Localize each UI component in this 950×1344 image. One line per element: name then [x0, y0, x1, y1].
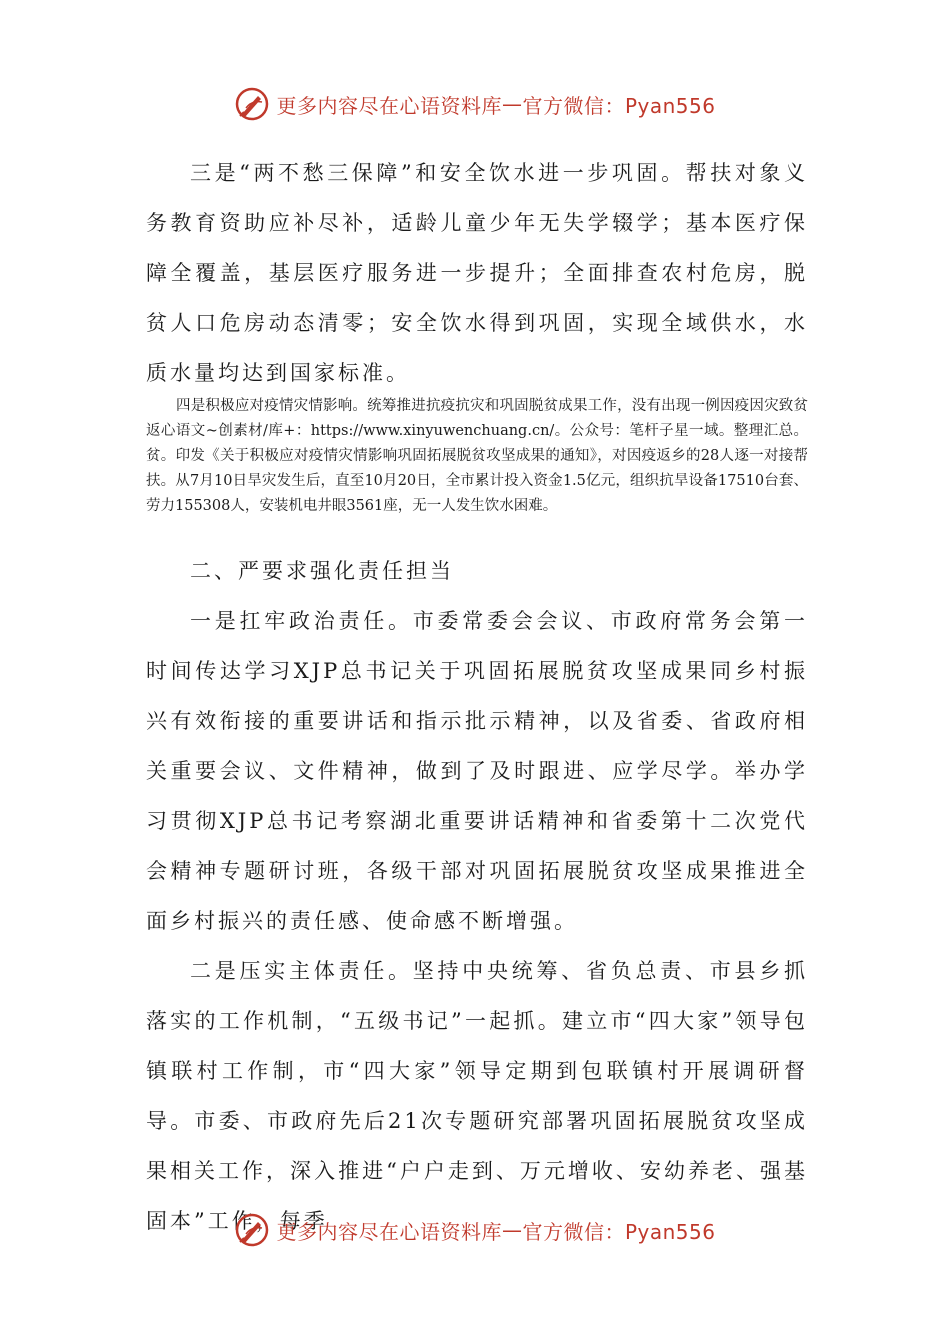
- watermark-separator: —: [501, 92, 523, 116]
- watermark-brand: 更多内容尽在心语资料库: [276, 93, 502, 118]
- pen-circle-icon: [234, 1212, 270, 1248]
- paragraph-three-guarantees: 三是“两不愁三保障”和安全饮水进一步巩固。帮扶对象义务教育资助应补尽补，适龄儿童少年无失学辍学；基本医疗保障全覆盖，基层医疗服务进一步提升；全面排查农村危房，脱贫人口危房动态清零；安全饮水得到巩固，实现全域供水，水质水量均达到国家标准。: [146, 161, 808, 385]
- pen-circle-icon: [234, 86, 270, 122]
- document-body-middle: [146, 394, 808, 519]
- watermark-banner-bottom: [0, 1208, 950, 1252]
- paragraph-political-responsibility: 一是扛牢政治责任。市委常委会会议、市政府常务会第一时间传达学习XJP总书记关于巩固拓展脱贫攻坚成果同乡村振兴有效衔接的重要讲话和指示批示精神，以及省委、省政府相关重要会议、文件精神，做到了及时跟进、应学尽学。举办学习贯彻XJP总书记考察湖北重要讲话精神和省委第十二次党代会精神专题研讨班，各级干部对巩固拓展脱贫攻坚成果推进全面乡村振兴的责任感、使命感不断增强。: [146, 609, 808, 933]
- watermark-banner-top: [0, 82, 950, 126]
- document-body-bottom: [146, 546, 808, 1246]
- watermark-contact: 官方微信：Pyan556: [522, 1219, 716, 1244]
- document-body-top: [146, 148, 808, 398]
- paragraph-epidemic-response: 四是积极应对疫情灾情影响。统筹推进抗疫抗灾和巩固脱贫成果工作，没有出现一例因疫因灾致贫返心语文~创素材/库+：https://www.xinyuwenchuang.cn/。公众号：笔杆子星一域。整理汇总。贫。印发《关于积极应对疫情灾情影响巩固拓展脱贫攻坚成果的通知》，对因疫返乡的28人逐一对接帮扶。从7月10日旱灾发生后，直至10月20日，全市累计投入资金1.5亿元，组织抗旱设备17510台套、劳力155308人，安装机电井眼3561座，无一人发生饮水困难。: [146, 398, 808, 514]
- section-heading-2: 二、严要求强化责任担当: [190, 559, 454, 583]
- watermark-brand: 更多内容尽在心语资料库: [276, 1219, 502, 1244]
- watermark-contact: 官方微信：Pyan556: [522, 93, 716, 118]
- watermark-separator: —: [501, 1218, 523, 1242]
- paragraph-main-responsibility: 二是压实主体责任。坚持中央统筹、省负总责、市县乡抓落实的工作机制，“五级书记”一起抓。建立市“四大家”领导包镇联村工作制，市“四大家”领导定期到包联镇村开展调研督导。市委、市政府先后21次专题研究部署巩固拓展脱贫攻坚成果相关工作，深入推进“户户走到、万元增收、安幼养老、强基固本”工作，每季: [146, 959, 808, 1233]
